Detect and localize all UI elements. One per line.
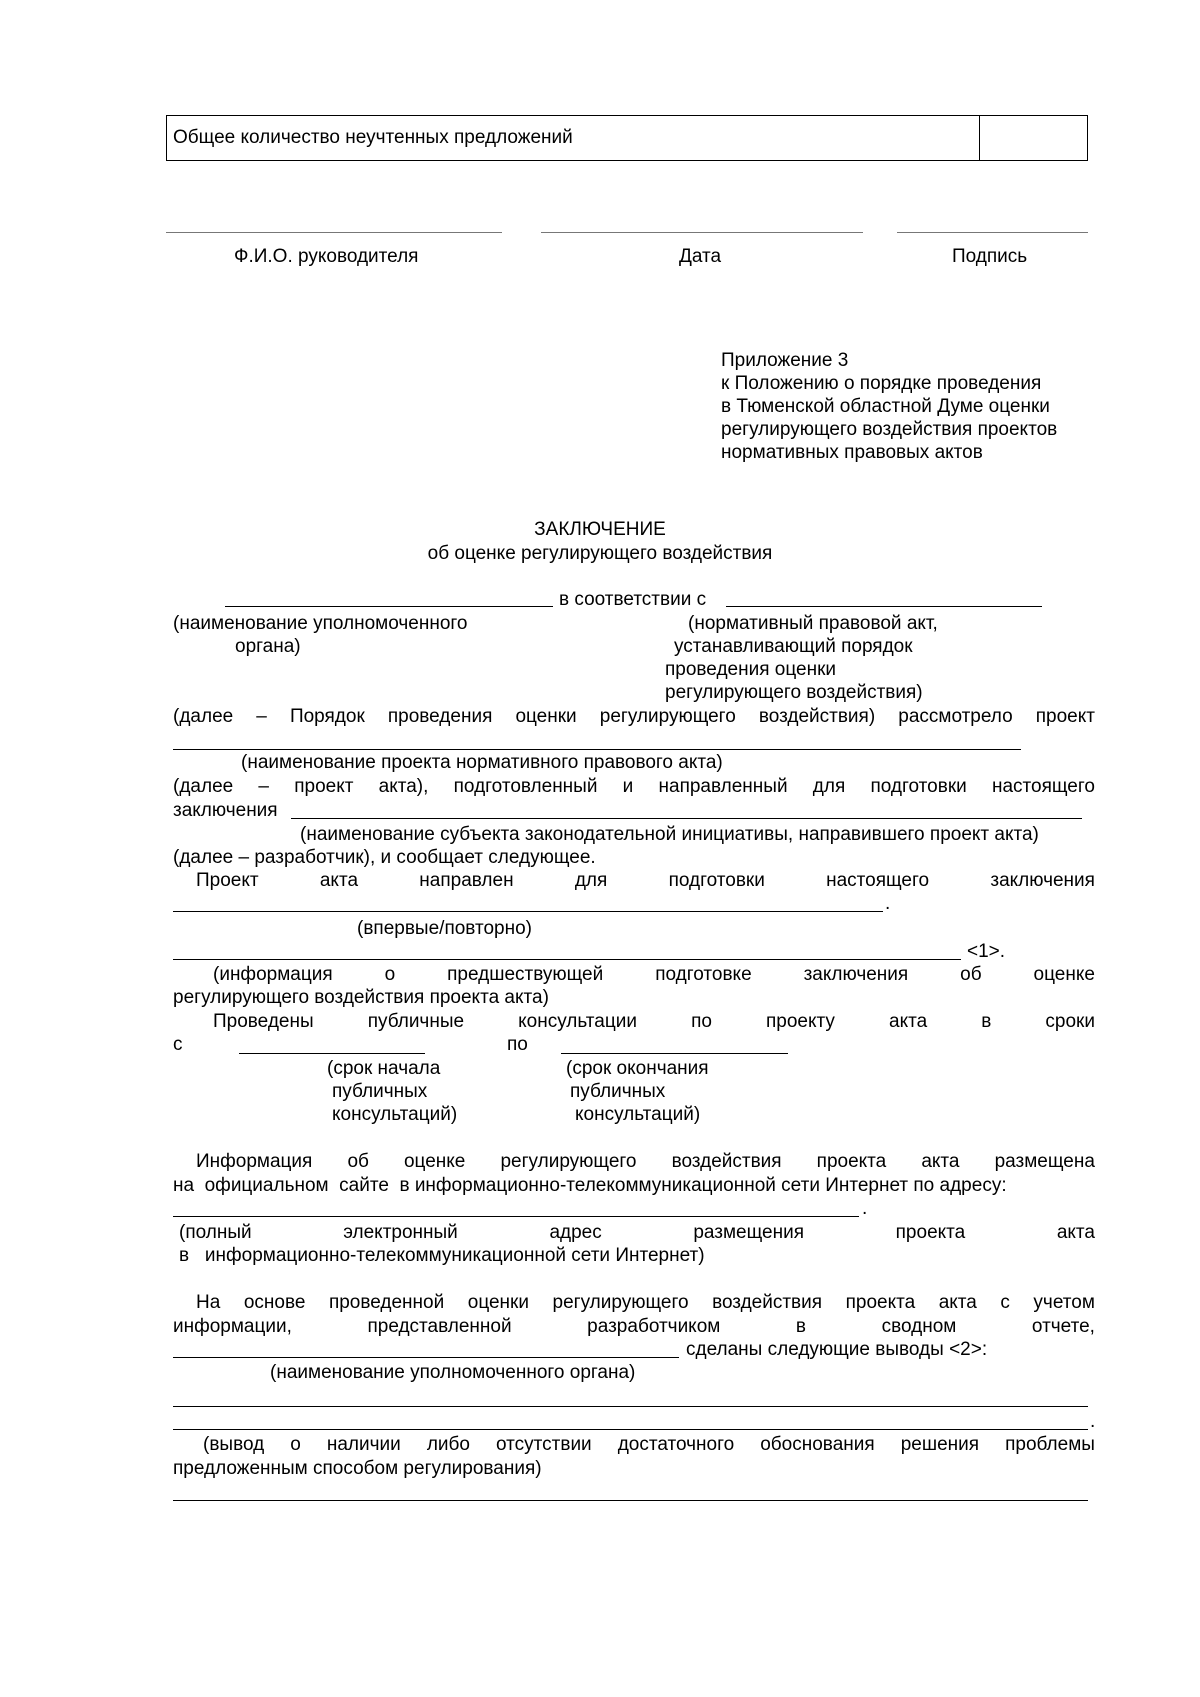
subject-name-field[interactable] — [291, 818, 1082, 819]
date-signature-line[interactable] — [541, 232, 863, 233]
conclusion-field-3[interactable] — [173, 1500, 1088, 1501]
body-line-presented: информации, представленной разработчиком в сводном отчете, — [173, 1316, 1095, 1337]
consult-end-field[interactable] — [561, 1053, 788, 1054]
document-title: ЗАКЛЮЧЕНИЕ — [534, 519, 666, 540]
end-hint: (срок окончания — [566, 1058, 709, 1079]
end-hint: публичных — [570, 1081, 666, 1102]
date-label: Дата — [679, 246, 722, 267]
first-repeat-hint: (впервые/повторно) — [357, 918, 532, 939]
appendix-note — [721, 349, 1057, 464]
footnote-1: <1>. — [967, 941, 1006, 962]
subject-hint: (наименование субъекта законодательной инициативы, направившего проект акта) — [300, 824, 1039, 845]
act-hint: (нормативный правовой акт, — [688, 613, 938, 634]
body-line-sent: Проект акта направлен для подготовки настоящего заключения — [196, 870, 1095, 891]
sign-signature-line[interactable] — [897, 232, 1088, 233]
prev-info-line2: регулирующего воздействия проекта акта) — [173, 987, 549, 1008]
start-hint: публичных — [332, 1081, 428, 1102]
conclusions-text: сделаны следующие выводы <2>: — [686, 1339, 988, 1360]
consult-start-field[interactable] — [239, 1053, 425, 1054]
body-line-basis: На основе проведенной оценки регулирующего воздействия проекта акта с учетом — [196, 1292, 1095, 1313]
name-signature-line[interactable] — [166, 232, 502, 233]
period-mark: . — [885, 893, 891, 914]
authority-hint: органа) — [235, 636, 301, 657]
conclusion-hint-line2: предложенным способом регулирования) — [173, 1458, 542, 1479]
address-line2: в информационно-телекоммуникационной сети Интернет) — [179, 1245, 705, 1266]
period-mark: . — [862, 1198, 868, 1219]
body-line-consult: Проведены публичные консультации по проекту акта в сроки — [213, 1011, 1095, 1032]
project-name-field[interactable] — [173, 749, 1021, 750]
appendix-line: в Тюменской областной Думе оценки — [721, 396, 1050, 417]
previous-info-field[interactable] — [173, 959, 961, 960]
conclusion-field-1[interactable] — [173, 1406, 1088, 1407]
first-repeat-field[interactable] — [173, 911, 883, 912]
act-hint: проведения оценки — [665, 659, 836, 680]
address-field[interactable] — [173, 1216, 859, 1217]
authority-full-hint: (наименование уполномоченного органа) — [270, 1362, 636, 1383]
authority-full-field[interactable] — [173, 1357, 679, 1358]
site-line: на официальном сайте в информационно-телекоммуникационной сети Интернет по адресу: — [173, 1175, 1007, 1196]
manager-name-label: Ф.И.О. руководителя — [234, 246, 419, 267]
body-line-prev-info: (информация о предшествующей подготовке заключения об оценке — [213, 964, 1095, 985]
authority-name-field[interactable] — [225, 606, 553, 607]
body-line-prepared: (далее – проект акта), подготовленный и направленный для подготовки настоящего — [173, 776, 1095, 797]
unaccounted-proposals-table — [166, 115, 1088, 161]
appendix-line: нормативных правовых актов — [721, 442, 983, 463]
normative-act-field[interactable] — [726, 606, 1042, 607]
appendix-line: регулирующего воздействия проектов — [721, 419, 1058, 440]
from-word: с — [173, 1034, 183, 1055]
end-hint: консультаций) — [575, 1104, 701, 1125]
body-line-conclusion-hint: (вывод о наличии либо отсутствии достаточного обоснования решения проблемы — [203, 1434, 1095, 1455]
conclusion-field-2[interactable] — [173, 1429, 1088, 1430]
to-word: по — [507, 1034, 528, 1055]
body-line-info: Информация об оценке регулирующего воздействия проекта акта размещена — [196, 1151, 1095, 1172]
developer-line: (далее – разработчик), и сообщает следующее. — [173, 847, 596, 868]
document-subtitle: об оценке регулирующего воздействия — [427, 543, 773, 564]
appendix-line: к Положению о порядке проведения — [721, 373, 1042, 394]
appendix-line: Приложение 3 — [721, 350, 849, 371]
body-line-address: (полный электронный адрес размещения проекта акта — [179, 1222, 1095, 1243]
table-row-value[interactable] — [980, 116, 1088, 161]
start-hint: консультаций) — [332, 1104, 458, 1125]
body-line-further: (далее – Порядок проведения оценки регулирующего воздействия) рассмотрело проект — [173, 706, 1095, 727]
conclusion-word: заключения — [173, 800, 278, 821]
signature-label: Подпись — [952, 246, 1028, 267]
period-mark: . — [1090, 1411, 1096, 1432]
in-accordance-text: в соответствии с — [559, 589, 707, 610]
act-hint: устанавливающий порядок — [674, 636, 913, 657]
authority-hint: (наименование уполномоченного — [173, 613, 468, 634]
table-row-label: Общее количество неучтенных предложений — [167, 116, 980, 161]
project-name-hint: (наименование проекта нормативного правового акта) — [241, 752, 723, 773]
act-hint: регулирующего воздействия) — [665, 682, 923, 703]
start-hint: (срок начала — [327, 1058, 441, 1079]
